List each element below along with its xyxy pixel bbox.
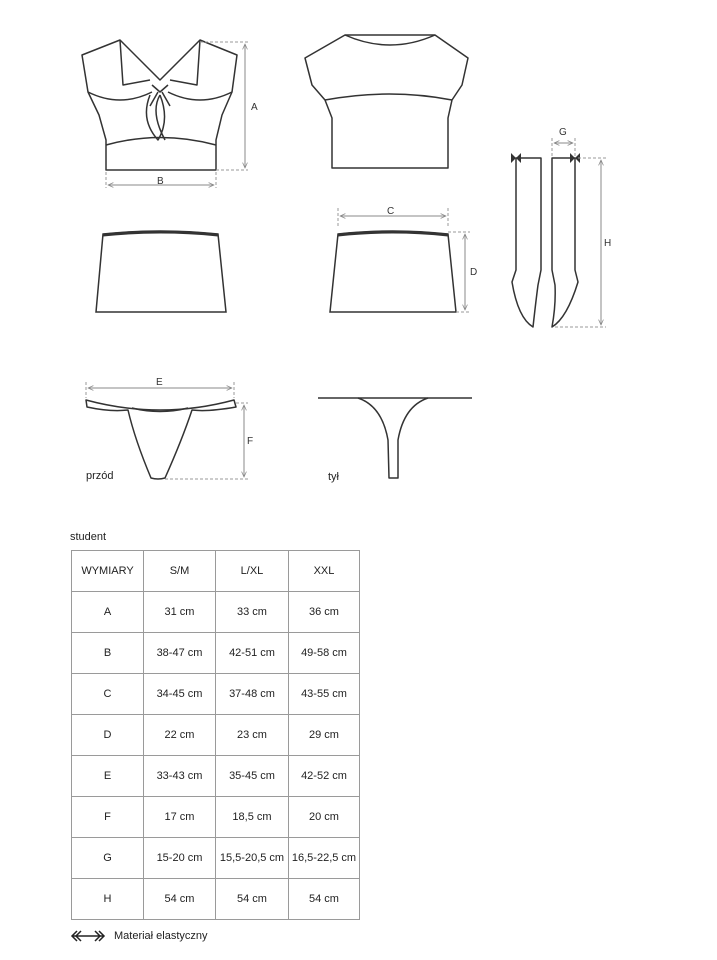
dimension-f-label: F — [247, 436, 254, 447]
skirt-back-drawing — [330, 231, 456, 312]
dimension-g-label: G — [559, 127, 567, 138]
size-table — [71, 550, 360, 920]
table-row — [72, 756, 360, 797]
back-caption: tył — [328, 471, 339, 483]
table-cell: 33-43 cm — [144, 756, 216, 797]
front-caption: przód — [86, 470, 114, 482]
table-cell: 31 cm — [144, 592, 216, 633]
dimension-a-label: A — [251, 102, 258, 113]
table-row — [72, 674, 360, 715]
table-cell: 15-20 cm — [144, 838, 216, 879]
header-size-xxl: XXL — [289, 551, 360, 592]
legend — [70, 930, 208, 942]
table-cell: 43-55 cm — [289, 674, 360, 715]
row-label: E — [72, 756, 144, 797]
table-cell: 54 cm — [144, 879, 216, 920]
table-cell: 42-51 cm — [216, 633, 289, 674]
header-size-lxl: L/XL — [216, 551, 289, 592]
thong-back-drawing — [318, 398, 472, 478]
table-cell: 42-52 cm — [289, 756, 360, 797]
row-label: G — [72, 838, 144, 879]
table-title: student — [70, 531, 107, 543]
table-cell: 54 cm — [216, 879, 289, 920]
row-label: F — [72, 797, 144, 838]
thong-front-drawing — [86, 400, 236, 479]
table-cell: 29 cm — [289, 715, 360, 756]
stretch-arrows-icon — [70, 930, 106, 942]
table-cell: 37-48 cm — [216, 674, 289, 715]
row-label: H — [72, 879, 144, 920]
table-cell: 34-45 cm — [144, 674, 216, 715]
stockings-drawing — [512, 158, 578, 327]
dimension-d-label: D — [470, 267, 478, 278]
dimension-e-label: E — [156, 377, 163, 388]
table-cell: 22 cm — [144, 715, 216, 756]
row-label: B — [72, 633, 144, 674]
table-cell: 33 cm — [216, 592, 289, 633]
table-cell: 38-47 cm — [144, 633, 216, 674]
table-cell: 36 cm — [289, 592, 360, 633]
table-cell: 15,5-20,5 cm — [216, 838, 289, 879]
table-cell: 16,5-22,5 cm — [289, 838, 360, 879]
table-row — [72, 592, 360, 633]
header-size-sm: S/M — [144, 551, 216, 592]
dimension-c-label: C — [387, 206, 395, 217]
dimension-h-label: H — [604, 238, 612, 249]
header-measurements: WYMIARY — [72, 551, 144, 592]
table-cell: 35-45 cm — [216, 756, 289, 797]
table-header-row — [72, 551, 360, 592]
row-label: A — [72, 592, 144, 633]
table-row — [72, 715, 360, 756]
row-label: C — [72, 674, 144, 715]
table-row — [72, 838, 360, 879]
top-back-drawing — [305, 35, 468, 168]
table-cell: 23 cm — [216, 715, 289, 756]
table-row — [72, 797, 360, 838]
skirt-front-drawing — [96, 231, 226, 312]
dimension-b-label: B — [157, 176, 164, 187]
table-cell: 49-58 cm — [289, 633, 360, 674]
top-front-drawing — [82, 40, 237, 170]
table-cell: 17 cm — [144, 797, 216, 838]
table-cell: 18,5 cm — [216, 797, 289, 838]
table-row — [72, 879, 360, 920]
table-row — [72, 633, 360, 674]
table-cell: 54 cm — [289, 879, 360, 920]
legend-label: Materiał elastyczny — [114, 930, 208, 942]
table-cell: 20 cm — [289, 797, 360, 838]
row-label: D — [72, 715, 144, 756]
